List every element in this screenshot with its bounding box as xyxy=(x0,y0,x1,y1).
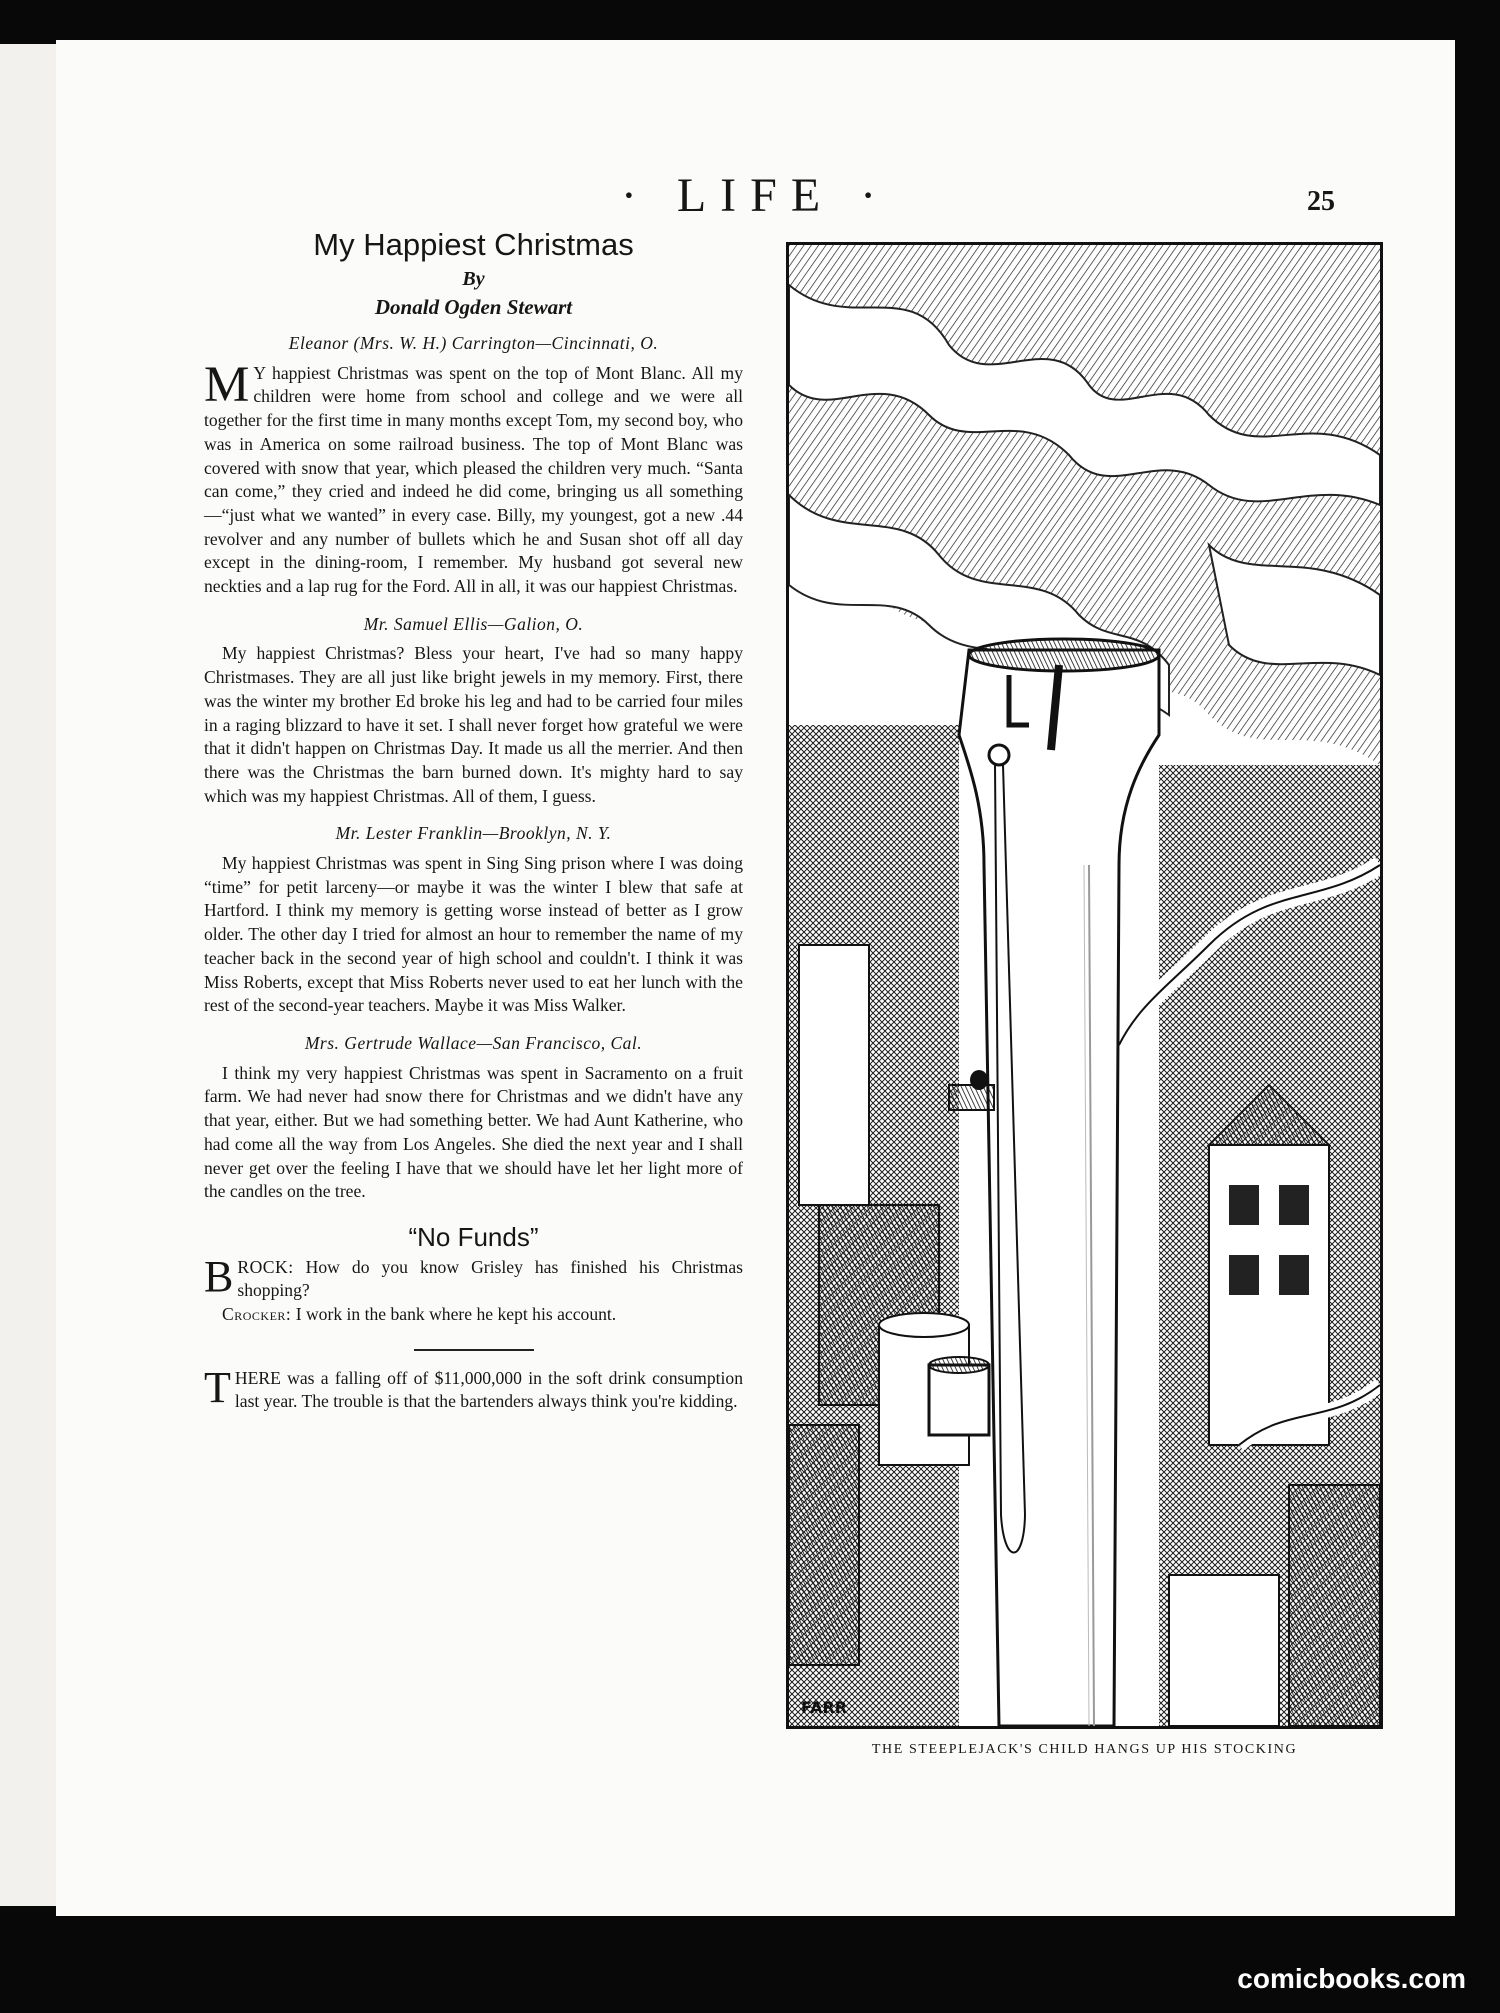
dialogue-line-crocker: Crocker: I work in the bank where he kept his account. xyxy=(222,1304,617,1325)
entry-text: My happiest Christmas was spent in Sing Sing prison where I was doing “time” for petit larceny—or maybe it was the winter I blew that safe at Hartford. I think my memory is getting worse instead of better as I grow older. The other day I tried for almost an hour to remember the name of my teacher back in the second year of high school and couldn't. I think it was Miss Roberts, except that Miss Roberts never used to eat her lunch with the rest of the second-year teachers. Maybe it was Miss Walker. xyxy=(204,853,743,1016)
filler-paragraph: THERE was a falling off of $11,000,000 in the soft drink consumption last year. The trouble is that the bartenders always think you're kidding. xyxy=(204,1362,743,1412)
article-author: Donald Ogden Stewart xyxy=(374,295,573,319)
dialogue-line-brock: BROCK: How do you know Grisley has finished his Christmas shopping? xyxy=(204,1251,743,1301)
article-title: My Happiest Christmas xyxy=(313,227,634,262)
entry-attribution: Mr. Samuel Ellis—Galion, O. xyxy=(363,613,584,634)
speaker: ROCK: xyxy=(237,1256,294,1277)
artist-signature: FARR xyxy=(801,1698,848,1717)
byline-by: By xyxy=(462,268,485,290)
drop-cap: B xyxy=(204,1251,234,1301)
section-divider xyxy=(414,1349,534,1351)
magazine-page xyxy=(56,40,1455,1916)
speaker: Crocker: xyxy=(222,1304,292,1325)
watermark: comicbooks.com xyxy=(1237,1963,1466,1994)
water-tower xyxy=(929,1357,989,1435)
entry-text: My happiest Christmas? Bless your heart, I've had so many happy Christmases. They are all just like bright jewels in my memory. First, there was the winter my brother Ed broke his leg and had to be carried four miles in a raging blizzard to have it set. I shall never forget how grateful we were that it didn't happen on Christmas Day. It made us all the merrier. And then there was the Christmas the barn burned down. It's mighty hard to say which was my happiest Christmas. All of them, I guess. xyxy=(204,643,743,806)
article-column xyxy=(204,226,743,1414)
steeplejack-illustration xyxy=(786,242,1383,1729)
page-number: 25 xyxy=(1307,186,1335,217)
entry-attribution: Eleanor (Mrs. W. H.) Carrington—Cincinnati, O. xyxy=(288,333,659,353)
illustration-caption: THE STEEPLEJACK'S CHILD HANGS UP HIS STOCKING xyxy=(871,1742,1298,1757)
entry-attribution: Mr. Lester Franklin—Brooklyn, N. Y. xyxy=(335,823,612,844)
drop-cap: T xyxy=(204,1362,231,1412)
story-entry-2 xyxy=(204,613,743,809)
masthead: · LIFE · xyxy=(620,169,891,222)
story-entry-1 xyxy=(204,332,743,599)
story-entry-4 xyxy=(204,1032,743,1204)
drop-cap: M xyxy=(204,356,250,413)
entry-text: I think my very happiest Christmas was spent in Sacramento on a fruit farm. We had never had snow there for Christmas and we didn't have any that year, either. But we had something better. We had Aunt Katherine, who had come all the way from Los Angeles. She died the next year and I shall never get over the feeling I have that we should have let her light more of the candles on the tree. xyxy=(204,1062,743,1202)
entry-attribution: Mrs. Gertrude Wallace—San Francisco, Cal. xyxy=(304,1032,643,1053)
story-entry-3 xyxy=(204,822,743,1018)
no-funds-title: “No Funds” xyxy=(408,1221,539,1252)
entry-text: M Y happiest Christmas was spent on the top of Mont Blanc. All my children were home from school and college and we were all together for the first time in many months except Tom, my second boy, who was in America on some railroad business. The top of Mont Blanc was covered with snow that year, which pleased the children very much. “Santa can come,” they cried and indeed he did come, bringing us all something—“just what we wanted” in every case. Billy, my youngest, got a new .44 revolver and any number of bullets which he and Susan shot off all day except in the dining-room, I remember. My husband got several new neckties and a lap rug for the Ford. All in all, it was our happiest Christmas. xyxy=(204,356,743,597)
